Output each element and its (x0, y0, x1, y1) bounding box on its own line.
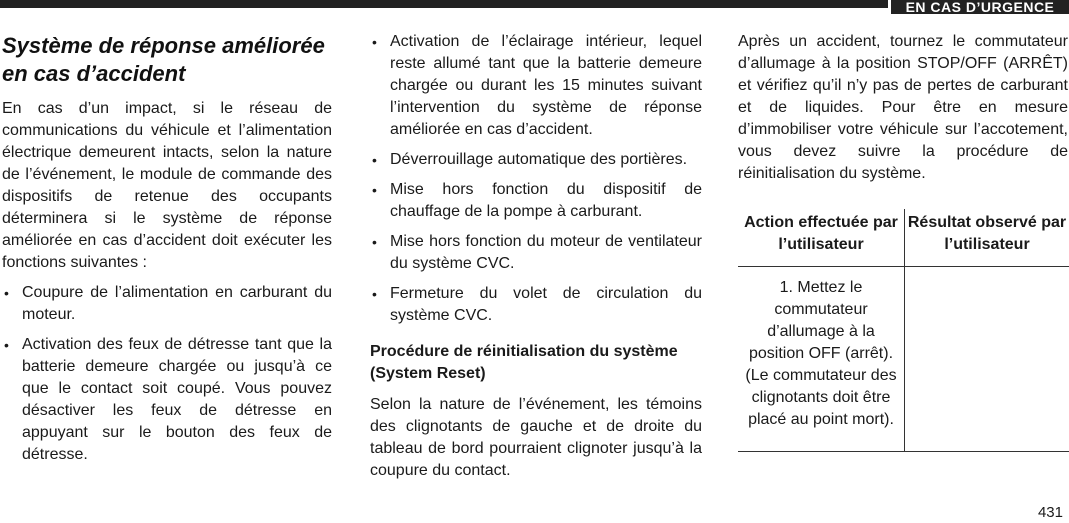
table-cell-action: 1. Mettez le commutateur d’allumage à la position OFF (arrêt). (Le commutateur des clignotants doit être placé au point mort). (738, 267, 905, 452)
intro-paragraph: En cas d’un impact, si le réseau de communications du véhicule et l’alimentation électrique demeurent intacts, selon la nature de l’événement, le module de commande des dispositifs de retenue des occupants déterminera si le système de réponse améliorée en cas d’accident doit exécuter les fonctions suivantes : (2, 100, 332, 271)
table-cell-result (905, 267, 1069, 452)
bullet-list-1 (2, 282, 332, 466)
list-item-text: Activation de l’éclairage intérieur, lequel reste allumé tant que la batterie demeure chargée ou durant les 15 minutes suivant l’intervention du système de réponse améliorée en cas d’accident. (390, 33, 702, 138)
bullet-list-2 (370, 31, 702, 327)
section-label: EN CAS D’URGENCE (891, 0, 1069, 14)
bullet-icon: • (372, 34, 377, 50)
list-item-text: Activation des feux de détresse tant que la batterie demeure chargée ou jusqu’à ce que le contact soit coupé. Vous pouvez désactiver les feux de détresse en appuyant sur le bouton des feux de détresse. (22, 336, 332, 463)
list-item (370, 231, 702, 275)
table-header-result: Résultat observé par l’utilisateur (905, 209, 1069, 267)
page-header (0, 0, 1069, 14)
list-item (370, 31, 702, 141)
reset-procedure-table (738, 209, 1069, 452)
list-item-text: Coupure de l’alimentation en carburant du moteur. (22, 284, 332, 323)
list-item (370, 179, 702, 223)
list-item-text: Mise hors fonction du moteur de ventilateur du système CVC. (390, 233, 702, 272)
table-row (738, 267, 1069, 452)
after-accident-paragraph: Après un accident, tournez le commutateur d’allumage à la position STOP/OFF (ARRÊT) et vérifiez qu’il n’y pas de pertes de carburant et de liquides. Pour être en mesure d’immobiliser votre véhicule sur l’accotement, vous devez suivre la procédure de réinitialisation du système. (738, 33, 1068, 182)
list-item-text: Mise hors fonction du dispositif de chauffage de la pompe à carburant. (390, 181, 702, 220)
section-title: Système de réponse améliorée en cas d’accident (2, 33, 325, 86)
table-header-action: Action effectuée par l’utilisateur (738, 209, 905, 267)
bullet-icon: • (4, 285, 9, 301)
list-item (2, 282, 332, 326)
column-1 (2, 32, 332, 466)
bullet-icon: • (372, 182, 377, 198)
column-2 (370, 31, 702, 482)
list-item (2, 334, 332, 466)
bullet-icon: • (372, 286, 377, 302)
page-number: 431 (1037, 504, 1063, 521)
table-header-row (738, 209, 1069, 267)
list-item (370, 149, 702, 171)
bullet-icon: • (372, 234, 377, 250)
header-rule (0, 0, 888, 8)
column-3 (738, 31, 1068, 452)
list-item (370, 283, 702, 327)
reset-subheading: Procédure de réinitialisation du système (System Reset) (370, 343, 678, 382)
bullet-icon: • (372, 152, 377, 168)
reset-paragraph: Selon la nature de l’événement, les témoins des clignotants de gauche et de droite du tableau de bord pourraient clignoter jusqu’à la coupure du contact. (370, 396, 702, 479)
list-item-text: Déverrouillage automatique des portières. (390, 151, 688, 168)
list-item-text: Fermeture du volet de circulation du système CVC. (390, 285, 702, 324)
bullet-icon: • (4, 337, 9, 353)
